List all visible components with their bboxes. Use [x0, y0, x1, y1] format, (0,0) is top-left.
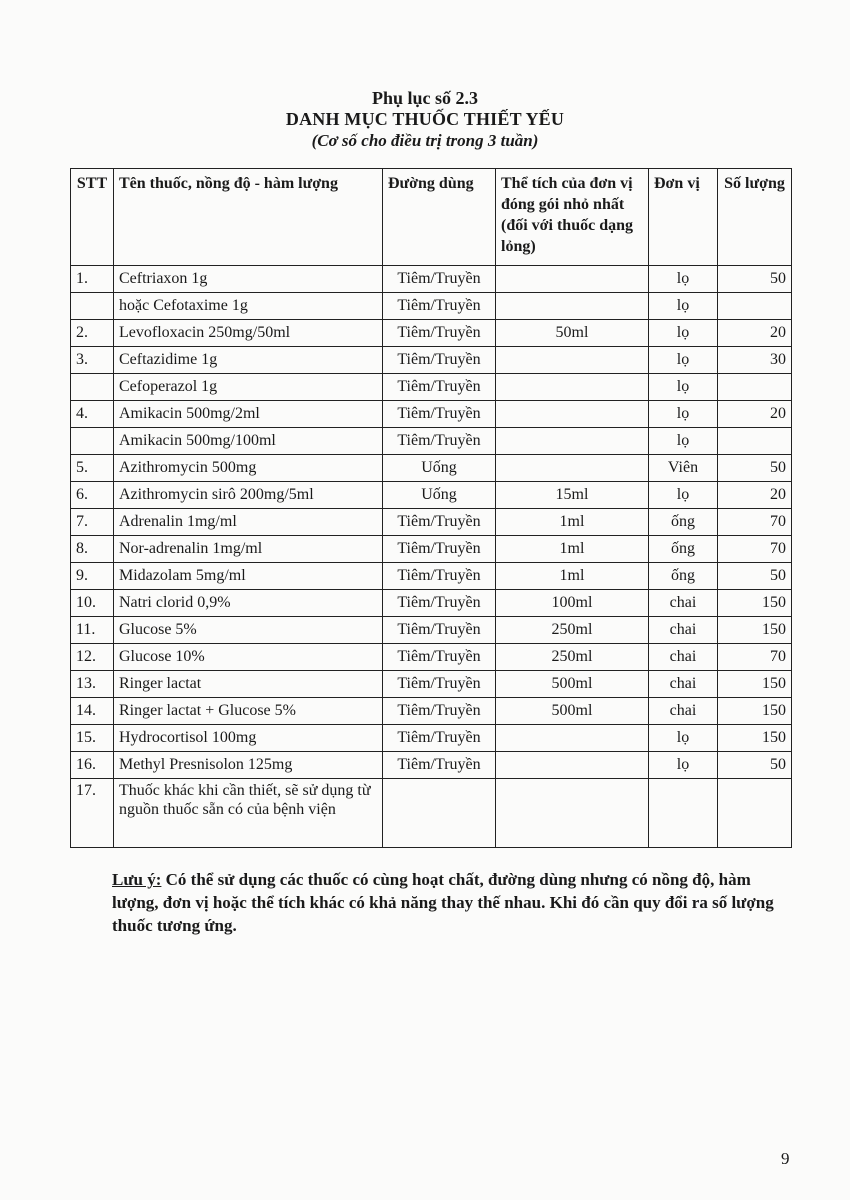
- page-number: 9: [781, 1149, 790, 1168]
- cell-stt: 15.: [71, 725, 114, 752]
- table-row: [71, 374, 792, 401]
- table-row: [71, 725, 792, 752]
- cell-route: Tiêm/Truyền: [383, 428, 496, 455]
- cell-drug-name: Ceftriaxon 1g: [114, 266, 383, 293]
- cell-unit: lọ: [649, 401, 718, 428]
- cell-drug-name: Levofloxacin 250mg/50ml: [114, 320, 383, 347]
- column-header-route: Đường dùng: [383, 169, 496, 266]
- cell-unit: ống: [649, 509, 718, 536]
- table-row: [71, 347, 792, 374]
- table-header-row: [71, 169, 792, 266]
- table-row: [71, 590, 792, 617]
- note-label: Lưu ý:: [112, 870, 162, 889]
- column-header-unit: Đơn vị: [649, 169, 718, 266]
- table-row: [71, 671, 792, 698]
- cell-route: Tiêm/Truyền: [383, 266, 496, 293]
- cell-drug-name: Glucose 10%: [114, 644, 383, 671]
- cell-drug-name: Midazolam 5mg/ml: [114, 563, 383, 590]
- table-row: [71, 509, 792, 536]
- cell-drug-name: Ringer lactat + Glucose 5%: [114, 698, 383, 725]
- cell-quantity: 70: [718, 509, 792, 536]
- cell-volume: 15ml: [496, 482, 649, 509]
- cell-route: Tiêm/Truyền: [383, 644, 496, 671]
- cell-quantity: 20: [718, 401, 792, 428]
- cell-unit: ống: [649, 536, 718, 563]
- cell-route: Tiêm/Truyền: [383, 374, 496, 401]
- cell-route: Tiêm/Truyền: [383, 671, 496, 698]
- cell-volume: 500ml: [496, 671, 649, 698]
- cell-unit: lọ: [649, 725, 718, 752]
- cell-drug-name: Ringer lactat: [114, 671, 383, 698]
- cell-quantity: 150: [718, 671, 792, 698]
- cell-drug-name: Azithromycin 500mg: [114, 455, 383, 482]
- cell-drug-name: Glucose 5%: [114, 617, 383, 644]
- cell-stt: 11.: [71, 617, 114, 644]
- cell-volume: [496, 725, 649, 752]
- table-row: [71, 698, 792, 725]
- cell-volume: 100ml: [496, 590, 649, 617]
- cell-stt: 13.: [71, 671, 114, 698]
- cell-stt: [71, 293, 114, 320]
- cell-unit: chai: [649, 644, 718, 671]
- table-row: [71, 293, 792, 320]
- table-row: [71, 401, 792, 428]
- essential-drugs-table: [70, 168, 792, 848]
- cell-stt: 7.: [71, 509, 114, 536]
- document-title: DANH MỤC THUỐC THIẾT YẾU: [285, 109, 565, 129]
- cell-route: Uống: [383, 482, 496, 509]
- cell-quantity: 20: [718, 482, 792, 509]
- cell-volume: 250ml: [496, 644, 649, 671]
- cell-route: Tiêm/Truyền: [383, 320, 496, 347]
- cell-route: Tiêm/Truyền: [383, 590, 496, 617]
- cell-route: Tiêm/Truyền: [383, 698, 496, 725]
- cell-quantity: [718, 428, 792, 455]
- cell-volume: 250ml: [496, 617, 649, 644]
- cell-unit: chai: [649, 698, 718, 725]
- cell-quantity: 70: [718, 644, 792, 671]
- column-header-quantity: Số lượng: [718, 169, 792, 266]
- cell-quantity: 150: [718, 698, 792, 725]
- cell-stt: 12.: [71, 644, 114, 671]
- cell-drug-name: Amikacin 500mg/100ml: [114, 428, 383, 455]
- cell-quantity: 150: [718, 590, 792, 617]
- cell-quantity: 20: [718, 320, 792, 347]
- cell-quantity: 150: [718, 725, 792, 752]
- cell-unit: [649, 779, 718, 848]
- cell-volume: [496, 779, 649, 848]
- document-subtitle: (Cơ số cho điều trị trong 3 tuần): [311, 131, 539, 150]
- cell-unit: lọ: [649, 266, 718, 293]
- cell-drug-name: Adrenalin 1mg/ml: [114, 509, 383, 536]
- cell-volume: [496, 428, 649, 455]
- column-header-stt: STT: [71, 169, 114, 266]
- cell-volume: [496, 266, 649, 293]
- cell-route: Tiêm/Truyền: [383, 563, 496, 590]
- cell-stt: 2.: [71, 320, 114, 347]
- column-header-volume: Thể tích của đơn vị đóng gói nhỏ nhất (đối với thuốc dạng lỏng): [496, 169, 649, 266]
- cell-volume: [496, 401, 649, 428]
- cell-route: Uống: [383, 455, 496, 482]
- cell-route: Tiêm/Truyền: [383, 752, 496, 779]
- cell-stt: 14.: [71, 698, 114, 725]
- cell-quantity: 50: [718, 752, 792, 779]
- cell-stt: 16.: [71, 752, 114, 779]
- cell-drug-name: Hydrocortisol 100mg: [114, 725, 383, 752]
- cell-volume: [496, 374, 649, 401]
- cell-unit: lọ: [649, 320, 718, 347]
- cell-quantity: 50: [718, 266, 792, 293]
- cell-volume: 1ml: [496, 509, 649, 536]
- cell-quantity: 50: [718, 563, 792, 590]
- note-paragraph: [112, 868, 792, 937]
- cell-route: Tiêm/Truyền: [383, 347, 496, 374]
- cell-drug-name: Azithromycin sirô 200mg/5ml: [114, 482, 383, 509]
- table-row: [71, 266, 792, 293]
- cell-unit: lọ: [649, 293, 718, 320]
- note-text: Có thể sử dụng các thuốc có cùng hoạt chất, đường dùng nhưng có nồng độ, hàm lượng, đơn vị hoặc thể tích khác có khả năng thay thế nhau. Khi đó cần quy đổi ra số lượng thuốc tương ứng.: [112, 870, 774, 935]
- appendix-number: Phụ lục số 2.3: [371, 88, 479, 108]
- cell-quantity: [718, 293, 792, 320]
- cell-drug-name: Nor-adrenalin 1mg/ml: [114, 536, 383, 563]
- cell-quantity: 50: [718, 455, 792, 482]
- cell-drug-name: hoặc Cefotaxime 1g: [114, 293, 383, 320]
- cell-quantity: [718, 374, 792, 401]
- table-row: [71, 752, 792, 779]
- cell-volume: 500ml: [496, 698, 649, 725]
- table-row: [71, 563, 792, 590]
- column-header-drug-name: Tên thuốc, nồng độ - hàm lượng: [114, 169, 383, 266]
- table-row: [71, 320, 792, 347]
- cell-volume: [496, 752, 649, 779]
- cell-route: Tiêm/Truyền: [383, 293, 496, 320]
- cell-route: [383, 779, 496, 848]
- cell-unit: lọ: [649, 347, 718, 374]
- cell-drug-name: Amikacin 500mg/2ml: [114, 401, 383, 428]
- cell-quantity: [718, 779, 792, 848]
- cell-drug-name: Thuốc khác khi cần thiết, sẽ sử dụng từ nguồn thuốc sẵn có của bệnh viện: [114, 779, 383, 848]
- cell-unit: ống: [649, 563, 718, 590]
- cell-drug-name: Methyl Presnisolon 125mg: [114, 752, 383, 779]
- table-row: [71, 482, 792, 509]
- cell-stt: 3.: [71, 347, 114, 374]
- cell-route: Tiêm/Truyền: [383, 509, 496, 536]
- cell-stt: [71, 374, 114, 401]
- cell-unit: chai: [649, 590, 718, 617]
- cell-stt: 5.: [71, 455, 114, 482]
- table-row: [71, 455, 792, 482]
- cell-route: Tiêm/Truyền: [383, 617, 496, 644]
- cell-stt: 10.: [71, 590, 114, 617]
- cell-unit: lọ: [649, 428, 718, 455]
- cell-unit: lọ: [649, 374, 718, 401]
- cell-stt: 1.: [71, 266, 114, 293]
- cell-volume: 1ml: [496, 536, 649, 563]
- cell-volume: [496, 455, 649, 482]
- cell-volume: [496, 293, 649, 320]
- cell-unit: Viên: [649, 455, 718, 482]
- cell-quantity: 70: [718, 536, 792, 563]
- cell-unit: lọ: [649, 482, 718, 509]
- table-row: [71, 536, 792, 563]
- cell-route: Tiêm/Truyền: [383, 536, 496, 563]
- cell-stt: 4.: [71, 401, 114, 428]
- cell-route: Tiêm/Truyền: [383, 725, 496, 752]
- cell-stt: 9.: [71, 563, 114, 590]
- cell-unit: lọ: [649, 752, 718, 779]
- table-row: [71, 428, 792, 455]
- cell-volume: [496, 347, 649, 374]
- cell-stt: [71, 428, 114, 455]
- cell-drug-name: Natri clorid 0,9%: [114, 590, 383, 617]
- cell-stt: 6.: [71, 482, 114, 509]
- cell-unit: chai: [649, 617, 718, 644]
- cell-quantity: 30: [718, 347, 792, 374]
- cell-quantity: 150: [718, 617, 792, 644]
- cell-drug-name: Ceftazidime 1g: [114, 347, 383, 374]
- cell-route: Tiêm/Truyền: [383, 401, 496, 428]
- table-row: [71, 617, 792, 644]
- cell-unit: chai: [649, 671, 718, 698]
- cell-stt: 17.: [71, 779, 114, 848]
- table-row: [71, 779, 792, 848]
- cell-stt: 8.: [71, 536, 114, 563]
- cell-drug-name: Cefoperazol 1g: [114, 374, 383, 401]
- cell-volume: 1ml: [496, 563, 649, 590]
- cell-volume: 50ml: [496, 320, 649, 347]
- table-row: [71, 644, 792, 671]
